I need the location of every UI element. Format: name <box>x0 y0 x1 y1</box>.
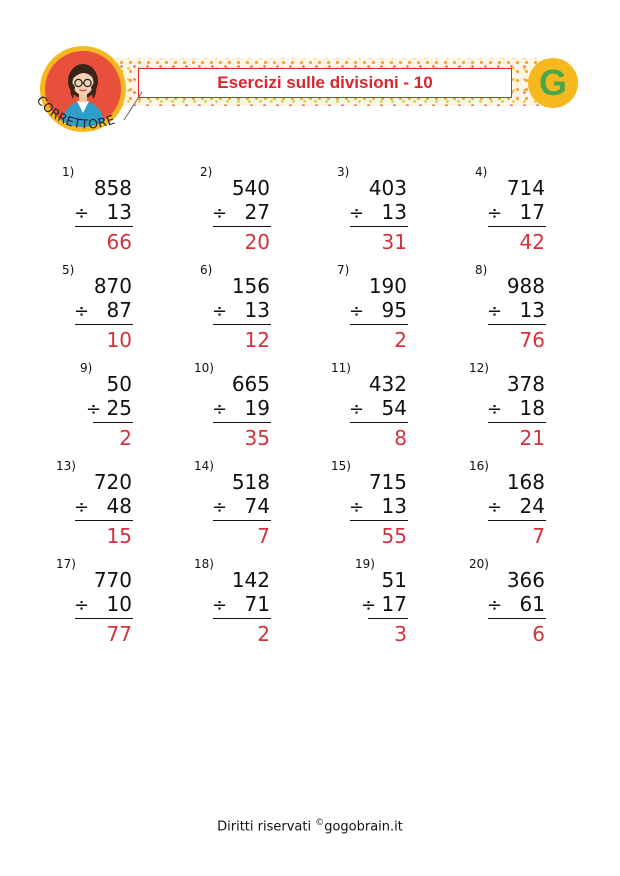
divisor: 13 <box>106 200 132 224</box>
dividend: 190 <box>368 274 407 298</box>
division-sign: ÷ <box>212 497 228 518</box>
divisor: 13 <box>519 298 545 322</box>
result-line <box>75 618 133 619</box>
divisor: 24 <box>519 494 545 518</box>
division-problem <box>58 557 158 653</box>
problem-number: 11) <box>331 361 351 375</box>
division-problem <box>471 165 571 261</box>
divisor: 18 <box>519 396 545 420</box>
answer: 42 <box>519 230 545 254</box>
problem-number: 6) <box>200 263 213 277</box>
problem-number: 3) <box>337 165 350 179</box>
result-line <box>488 520 546 521</box>
result-line <box>350 422 408 423</box>
division-problem <box>196 459 296 555</box>
result-line <box>75 520 133 521</box>
result-line <box>488 226 546 227</box>
dividend: 540 <box>231 176 270 200</box>
problem-number: 17) <box>56 557 76 571</box>
dividend: 665 <box>231 372 270 396</box>
problem-number: 4) <box>475 165 488 179</box>
division-sign: ÷ <box>74 203 90 224</box>
result-line <box>213 422 271 423</box>
dividend: 50 <box>106 372 132 396</box>
division-problem <box>58 361 158 457</box>
division-sign: ÷ <box>212 399 228 420</box>
divisor: 13 <box>381 200 407 224</box>
copyright-symbol: © <box>315 818 325 828</box>
problem-number: 19) <box>355 557 375 571</box>
dividend: 403 <box>368 176 407 200</box>
problem-number: 10) <box>194 361 214 375</box>
correttore-badge <box>28 86 148 146</box>
division-problem <box>333 263 433 359</box>
problem-number: 8) <box>475 263 488 277</box>
division-problem <box>471 459 571 555</box>
answer: 7 <box>532 524 545 548</box>
division-sign: ÷ <box>487 399 503 420</box>
division-sign: ÷ <box>349 301 365 322</box>
problem-number: 20) <box>469 557 489 571</box>
result-line <box>350 226 408 227</box>
division-problem <box>471 361 571 457</box>
answer: 3 <box>394 622 407 646</box>
dividend: 366 <box>506 568 545 592</box>
division-problem <box>333 459 433 555</box>
problem-number: 5) <box>62 263 75 277</box>
answer: 76 <box>519 328 545 352</box>
division-problem <box>58 165 158 261</box>
problem-number: 18) <box>194 557 214 571</box>
problem-number: 13) <box>56 459 76 473</box>
division-problem <box>196 361 296 457</box>
division-problem <box>196 263 296 359</box>
division-sign: ÷ <box>487 497 503 518</box>
result-line <box>93 422 133 423</box>
dividend: 51 <box>381 568 407 592</box>
division-problem <box>471 557 571 653</box>
dividend: 378 <box>506 372 545 396</box>
problem-number: 14) <box>194 459 214 473</box>
result-line <box>350 324 408 325</box>
answer: 77 <box>106 622 132 646</box>
answer: 15 <box>106 524 132 548</box>
division-sign: ÷ <box>212 595 228 616</box>
result-line <box>488 618 546 619</box>
divisor: 87 <box>106 298 132 322</box>
division-sign: ÷ <box>74 497 90 518</box>
svg-text:CORRETTORE: CORRETTORE <box>33 92 117 132</box>
dividend: 715 <box>368 470 407 494</box>
division-sign: ÷ <box>487 595 503 616</box>
answer: 20 <box>244 230 270 254</box>
dividend: 142 <box>231 568 270 592</box>
dividend: 156 <box>231 274 270 298</box>
division-sign: ÷ <box>487 203 503 224</box>
division-problem <box>471 263 571 359</box>
answer: 21 <box>519 426 545 450</box>
divisor: 13 <box>244 298 270 322</box>
divisor: 27 <box>244 200 270 224</box>
divisor: 61 <box>519 592 545 616</box>
footer <box>0 818 620 834</box>
answer: 2 <box>119 426 132 450</box>
problem-number: 12) <box>469 361 489 375</box>
answer: 10 <box>106 328 132 352</box>
division-sign: ÷ <box>212 203 228 224</box>
answer: 35 <box>244 426 270 450</box>
result-line <box>213 324 271 325</box>
problem-number: 9) <box>80 361 93 375</box>
result-line <box>350 520 408 521</box>
dividend: 720 <box>93 470 132 494</box>
answer: 55 <box>381 524 407 548</box>
divisor: 17 <box>519 200 545 224</box>
division-sign: ÷ <box>349 399 365 420</box>
divisor: 54 <box>381 396 407 420</box>
title-box <box>138 68 512 98</box>
divisor: 13 <box>381 494 407 518</box>
divisor: 71 <box>244 592 270 616</box>
answer: 7 <box>257 524 270 548</box>
division-sign: ÷ <box>86 399 102 420</box>
gogobrain-logo <box>528 58 578 108</box>
result-line <box>75 324 133 325</box>
division-problem <box>333 165 433 261</box>
division-sign: ÷ <box>74 301 90 322</box>
answer: 31 <box>381 230 407 254</box>
division-sign: ÷ <box>74 595 90 616</box>
answer: 2 <box>394 328 407 352</box>
logo-letter: G <box>538 62 567 103</box>
dividend: 870 <box>93 274 132 298</box>
division-problem <box>58 263 158 359</box>
result-line <box>213 520 271 521</box>
divisor: 10 <box>106 592 132 616</box>
division-sign: ÷ <box>212 301 228 322</box>
result-line <box>213 226 271 227</box>
dividend: 770 <box>93 568 132 592</box>
dividend: 168 <box>506 470 545 494</box>
page-title: Esercizi sulle divisioni - 10 <box>217 73 433 92</box>
division-problem <box>196 557 296 653</box>
problem-number: 1) <box>62 165 75 179</box>
answer: 8 <box>394 426 407 450</box>
division-problem <box>196 165 296 261</box>
division-sign: ÷ <box>349 203 365 224</box>
result-line <box>75 226 133 227</box>
footer-text: Diritti riservati <box>217 819 316 835</box>
result-line <box>368 618 408 619</box>
answer: 6 <box>532 622 545 646</box>
division-sign: ÷ <box>349 497 365 518</box>
divisor: 17 <box>381 592 407 616</box>
result-line <box>488 422 546 423</box>
problem-number: 15) <box>331 459 351 473</box>
divisor: 95 <box>381 298 407 322</box>
problem-number: 2) <box>200 165 213 179</box>
dividend: 988 <box>506 274 545 298</box>
divisor: 25 <box>106 396 132 420</box>
answer: 66 <box>106 230 132 254</box>
title-banner <box>108 58 546 106</box>
dividend: 714 <box>506 176 545 200</box>
dividend: 518 <box>231 470 270 494</box>
division-sign: ÷ <box>487 301 503 322</box>
dividend: 858 <box>93 176 132 200</box>
result-line <box>488 324 546 325</box>
result-line <box>213 618 271 619</box>
division-problem <box>58 459 158 555</box>
footer-site: gogobrain.it <box>324 819 403 835</box>
problem-number: 7) <box>337 263 350 277</box>
division-problem <box>333 361 433 457</box>
problem-number: 16) <box>469 459 489 473</box>
divisor: 48 <box>106 494 132 518</box>
answer: 12 <box>244 328 270 352</box>
division-sign: ÷ <box>361 595 377 616</box>
division-problem <box>333 557 433 653</box>
dividend: 432 <box>368 372 407 396</box>
answer: 2 <box>257 622 270 646</box>
divisor: 74 <box>244 494 270 518</box>
divisor: 19 <box>244 396 270 420</box>
